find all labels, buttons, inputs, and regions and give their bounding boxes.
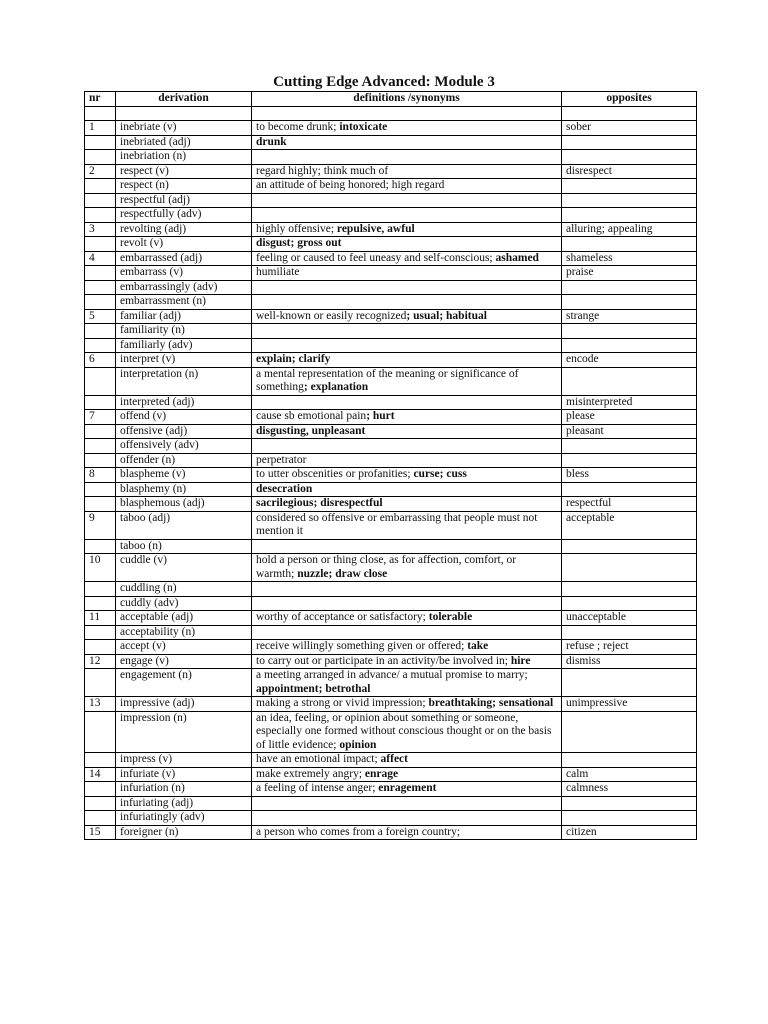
derivation-cell: offensively (adv) — [116, 439, 252, 454]
definition-cell — [252, 669, 562, 697]
nr-cell: 7 — [85, 410, 116, 425]
table-row — [85, 179, 697, 194]
definition-cell — [252, 511, 562, 539]
derivation-cell: impressive (adj) — [116, 697, 252, 712]
blank-cell — [85, 107, 116, 121]
nr-cell — [85, 582, 116, 597]
table-row — [85, 753, 697, 768]
synonym-text: ; usual; habitual — [406, 309, 487, 322]
synonym-text: disgusting, unpleasant — [256, 424, 366, 437]
definition-cell — [252, 782, 562, 797]
derivation-cell: inebriate (v) — [116, 121, 252, 136]
nr-cell — [85, 497, 116, 512]
derivation-cell: acceptability (n) — [116, 625, 252, 640]
table-row — [85, 654, 697, 669]
synonym-text: opinion — [336, 738, 377, 751]
opposite-cell — [562, 753, 697, 768]
definition-text: feeling or caused to feel uneasy and self-conscious; — [256, 251, 493, 264]
definition-cell — [252, 135, 562, 150]
nr-cell: 1 — [85, 121, 116, 136]
definition-text: an attitude of being honored; high regard — [256, 179, 445, 191]
opposite-cell — [562, 338, 697, 353]
derivation-cell: blaspheme (v) — [116, 468, 252, 483]
opposite-cell: shameless — [562, 251, 697, 266]
nr-cell: 6 — [85, 353, 116, 368]
definition-cell — [252, 453, 562, 468]
opposite-cell — [562, 711, 697, 753]
derivation-cell: interpreted (adj) — [116, 395, 252, 410]
opposite-cell — [562, 596, 697, 611]
synonym-text: sacrilegious; disrespectful — [256, 497, 383, 509]
opposite-cell: strange — [562, 309, 697, 324]
definition-cell — [252, 468, 562, 483]
derivation-cell: offend (v) — [116, 410, 252, 425]
definition-cell — [252, 280, 562, 295]
opposite-cell: unimpressive — [562, 697, 697, 712]
opposite-cell: encode — [562, 353, 697, 368]
synonym-text: take — [464, 640, 489, 652]
derivation-cell: cuddling (n) — [116, 582, 252, 597]
table-row — [85, 640, 697, 655]
opposite-cell — [562, 280, 697, 295]
derivation-cell: embarrass (v) — [116, 266, 252, 281]
derivation-cell: embarrassingly (adv) — [116, 280, 252, 295]
nr-cell — [85, 782, 116, 797]
definition-text: to utter obscenities or profanities; — [256, 468, 411, 480]
nr-cell — [85, 266, 116, 281]
opposite-cell: calm — [562, 767, 697, 782]
definition-cell — [252, 482, 562, 497]
opposite-cell: dismiss — [562, 654, 697, 669]
nr-cell: 15 — [85, 825, 116, 840]
blank-row — [85, 107, 697, 121]
nr-cell — [85, 237, 116, 252]
definition-cell — [252, 338, 562, 353]
table-row — [85, 669, 697, 697]
nr-cell — [85, 439, 116, 454]
opposite-cell: calmness — [562, 782, 697, 797]
nr-cell — [85, 753, 116, 768]
derivation-cell: offender (n) — [116, 453, 252, 468]
definition-cell — [252, 554, 562, 582]
table-row — [85, 324, 697, 339]
nr-cell — [85, 280, 116, 295]
nr-cell — [85, 324, 116, 339]
nr-cell — [85, 539, 116, 554]
table-row — [85, 309, 697, 324]
opposite-cell: misinterpreted — [562, 395, 697, 410]
derivation-cell: acceptable (adj) — [116, 611, 252, 626]
synonym-text: intoxicate — [336, 121, 388, 133]
opposite-cell — [562, 453, 697, 468]
derivation-cell: respectful (adj) — [116, 193, 252, 208]
derivation-cell: offensive (adj) — [116, 424, 252, 439]
derivation-cell: infuriation (n) — [116, 782, 252, 797]
table-row — [85, 367, 697, 395]
definition-text: an idea, feeling, or opinion about something or someone, especially one formed without conscious thought or on the basis of little evidence; — [256, 711, 552, 751]
derivation-cell: taboo (n) — [116, 539, 252, 554]
derivation-cell: engagement (n) — [116, 669, 252, 697]
definition-cell — [252, 353, 562, 368]
synonym-text: disgust; gross out — [256, 237, 342, 249]
table-row — [85, 338, 697, 353]
opposite-cell — [562, 208, 697, 223]
opposite-cell — [562, 582, 697, 597]
table-row — [85, 782, 697, 797]
opposite-cell — [562, 439, 697, 454]
nr-cell — [85, 338, 116, 353]
nr-cell: 3 — [85, 222, 116, 237]
definition-text: a mental representation of the meaning or significance of something — [256, 367, 519, 393]
synonym-text: curse; cuss — [410, 468, 467, 480]
definition-cell — [252, 497, 562, 512]
definition-cell — [252, 309, 562, 324]
definition-cell — [252, 697, 562, 712]
definition-cell — [252, 711, 562, 753]
definition-cell — [252, 811, 562, 826]
synonym-text: affect — [377, 753, 408, 765]
table-row — [85, 711, 697, 753]
nr-cell — [85, 135, 116, 150]
definition-cell — [252, 208, 562, 223]
nr-cell — [85, 711, 116, 753]
definition-text: make extremely angry; — [256, 767, 363, 780]
definition-cell — [252, 395, 562, 410]
definition-cell — [252, 796, 562, 811]
synonym-text: ; hurt — [366, 410, 395, 422]
nr-cell — [85, 669, 116, 697]
nr-cell: 5 — [85, 309, 116, 324]
header-opposites: opposites — [562, 92, 697, 107]
definition-cell — [252, 164, 562, 179]
table-row — [85, 237, 697, 252]
definition-text: receive willingly something given or offered; — [256, 640, 465, 652]
opposite-cell — [562, 811, 697, 826]
definition-cell — [252, 625, 562, 640]
vocabulary-table — [84, 91, 697, 840]
nr-cell — [85, 796, 116, 811]
table-row — [85, 511, 697, 539]
definition-text: well-known or easily recognized — [256, 309, 407, 322]
synonym-text: tolerable — [425, 611, 473, 623]
nr-cell — [85, 811, 116, 826]
derivation-cell: cuddle (v) — [116, 554, 252, 582]
table-row — [85, 424, 697, 439]
nr-cell — [85, 295, 116, 310]
opposite-cell: acceptable — [562, 511, 697, 539]
derivation-cell: interpret (v) — [116, 353, 252, 368]
opposite-cell — [562, 150, 697, 165]
nr-cell — [85, 453, 116, 468]
table-row — [85, 164, 697, 179]
opposite-cell — [562, 796, 697, 811]
table-row — [85, 222, 697, 237]
opposite-cell: praise — [562, 266, 697, 281]
definition-cell — [252, 424, 562, 439]
nr-cell — [85, 482, 116, 497]
definition-cell — [252, 582, 562, 597]
table-row — [85, 193, 697, 208]
synonym-text: ; explanation — [303, 381, 369, 393]
table-row — [85, 410, 697, 425]
opposite-cell — [562, 625, 697, 640]
opposite-cell — [562, 179, 697, 194]
table-row — [85, 625, 697, 640]
nr-cell: 8 — [85, 468, 116, 483]
derivation-cell: respect (n) — [116, 179, 252, 194]
nr-cell: 2 — [85, 164, 116, 179]
definition-text: considered so offensive or embarrassing that people must not mention it — [256, 511, 538, 537]
table-row — [85, 582, 697, 597]
header-row — [85, 92, 697, 107]
definition-cell — [252, 596, 562, 611]
table-row — [85, 295, 697, 310]
nr-cell: 13 — [85, 697, 116, 712]
synonym-text: explain; clarify — [256, 353, 331, 365]
definition-text: a person who comes from a foreign country; — [256, 825, 461, 838]
table-row — [85, 251, 697, 266]
definition-text: perpetrator — [256, 453, 307, 466]
opposite-cell — [562, 482, 697, 497]
nr-cell — [85, 179, 116, 194]
derivation-cell: infuriate (v) — [116, 767, 252, 782]
opposite-cell: bless — [562, 468, 697, 483]
derivation-cell: impress (v) — [116, 753, 252, 768]
table-row — [85, 697, 697, 712]
synonym-text: hire — [507, 654, 531, 667]
definition-cell — [252, 654, 562, 669]
table-row — [85, 539, 697, 554]
derivation-cell: embarrassed (adj) — [116, 251, 252, 266]
opposite-cell — [562, 135, 697, 150]
nr-cell — [85, 395, 116, 410]
derivation-cell: revolting (adj) — [116, 222, 252, 237]
opposite-cell — [562, 367, 697, 395]
synonym-text: enragement — [375, 782, 437, 794]
table-row — [85, 266, 697, 281]
table-row — [85, 767, 697, 782]
table-row — [85, 482, 697, 497]
derivation-cell: familiar (adj) — [116, 309, 252, 324]
definition-cell — [252, 295, 562, 310]
definition-text: making a strong or vivid impression; — [256, 697, 426, 709]
nr-cell: 4 — [85, 251, 116, 266]
synonym-text: breathtaking; sensational — [425, 697, 554, 709]
table-row — [85, 150, 697, 165]
table-row — [85, 395, 697, 410]
derivation-cell: cuddly (adv) — [116, 596, 252, 611]
definition-cell — [252, 825, 562, 840]
definition-cell — [252, 767, 562, 782]
derivation-cell: infuriatingly (adv) — [116, 811, 252, 826]
table-row — [85, 280, 697, 295]
opposite-cell: unacceptable — [562, 611, 697, 626]
table-row — [85, 825, 697, 840]
opposite-cell — [562, 324, 697, 339]
derivation-cell: embarrassment (n) — [116, 295, 252, 310]
synonym-text: drunk — [256, 135, 287, 148]
derivation-cell: respectfully (adv) — [116, 208, 252, 223]
table-row — [85, 611, 697, 626]
definition-text: worthy of acceptance or satisfactory; — [256, 611, 426, 623]
opposite-cell — [562, 669, 697, 697]
opposite-cell — [562, 539, 697, 554]
derivation-cell: foreigner (n) — [116, 825, 252, 840]
definition-text: regard highly; think much of — [256, 164, 389, 177]
nr-cell — [85, 596, 116, 611]
definition-text: hold a person or thing close, as for affection, comfort, or warmth; — [256, 554, 517, 580]
nr-cell: 10 — [85, 554, 116, 582]
definition-cell — [252, 222, 562, 237]
definition-cell — [252, 410, 562, 425]
definition-text: have an emotional impact; — [256, 753, 378, 765]
table-row — [85, 208, 697, 223]
opposite-cell: respectful — [562, 497, 697, 512]
opposite-cell: please — [562, 410, 697, 425]
table-row — [85, 811, 697, 826]
definition-cell — [252, 251, 562, 266]
table-row — [85, 497, 697, 512]
nr-cell: 12 — [85, 654, 116, 669]
derivation-cell: blasphemy (n) — [116, 482, 252, 497]
opposite-cell: pleasant — [562, 424, 697, 439]
table-row — [85, 554, 697, 582]
opposite-cell — [562, 554, 697, 582]
nr-cell: 14 — [85, 767, 116, 782]
definition-text: humiliate — [256, 266, 300, 278]
definition-cell — [252, 237, 562, 252]
definition-cell — [252, 611, 562, 626]
definition-cell — [252, 753, 562, 768]
synonym-text: desecration — [256, 482, 313, 495]
opposite-cell — [562, 193, 697, 208]
nr-cell: 11 — [85, 611, 116, 626]
definition-text: highly offensive; — [256, 222, 335, 235]
definition-cell — [252, 121, 562, 136]
nr-cell — [85, 208, 116, 223]
opposite-cell — [562, 295, 697, 310]
table-row — [85, 796, 697, 811]
table-row — [85, 468, 697, 483]
derivation-cell: infuriating (adj) — [116, 796, 252, 811]
definition-cell — [252, 324, 562, 339]
nr-cell — [85, 150, 116, 165]
derivation-cell: respect (v) — [116, 164, 252, 179]
opposite-cell: sober — [562, 121, 697, 136]
nr-cell: 9 — [85, 511, 116, 539]
table-row — [85, 596, 697, 611]
table-row — [85, 439, 697, 454]
derivation-cell: engage (v) — [116, 654, 252, 669]
derivation-cell: impression (n) — [116, 711, 252, 753]
derivation-cell: revolt (v) — [116, 237, 252, 252]
nr-cell — [85, 424, 116, 439]
definition-cell — [252, 367, 562, 395]
definition-text: a feeling of intense anger; — [256, 782, 376, 794]
synonym-text: appointment; betrothal — [256, 682, 371, 695]
derivation-cell: blasphemous (adj) — [116, 497, 252, 512]
definition-text: a meeting arranged in advance/ a mutual promise to marry; — [256, 669, 528, 681]
synonym-text: enrage — [362, 767, 399, 780]
opposite-cell: alluring; appealing — [562, 222, 697, 237]
header-definitions: definitions /synonyms — [252, 92, 562, 107]
table-row — [85, 121, 697, 136]
derivation-cell: inebriated (adj) — [116, 135, 252, 150]
nr-cell — [85, 367, 116, 395]
definition-cell — [252, 266, 562, 281]
definition-text: cause sb emotional pain — [256, 410, 367, 422]
nr-cell — [85, 625, 116, 640]
blank-cell — [252, 107, 562, 121]
definition-cell — [252, 179, 562, 194]
definition-cell — [252, 193, 562, 208]
blank-cell — [116, 107, 252, 121]
derivation-cell: inebriation (n) — [116, 150, 252, 165]
synonym-text: repulsive, awful — [334, 222, 415, 235]
header-derivation: derivation — [116, 92, 252, 107]
derivation-cell: accept (v) — [116, 640, 252, 655]
synonym-text: nuzzle; draw close — [294, 567, 388, 580]
definition-cell — [252, 640, 562, 655]
opposite-cell: refuse ; reject — [562, 640, 697, 655]
page-title: Cutting Edge Advanced: Module 3 — [273, 74, 495, 90]
table-row — [85, 353, 697, 368]
table-row — [85, 453, 697, 468]
table-row — [85, 135, 697, 150]
opposite-cell: citizen — [562, 825, 697, 840]
opposite-cell — [562, 237, 697, 252]
derivation-cell: taboo (adj) — [116, 511, 252, 539]
definition-cell — [252, 539, 562, 554]
nr-cell — [85, 640, 116, 655]
blank-cell — [562, 107, 697, 121]
nr-cell — [85, 193, 116, 208]
derivation-cell: familiarity (n) — [116, 324, 252, 339]
definition-cell — [252, 150, 562, 165]
synonym-text: ashamed — [492, 251, 539, 264]
derivation-cell: interpretation (n) — [116, 367, 252, 395]
definition-text: to carry out or participate in an activity/be involved in; — [256, 654, 508, 667]
definition-cell — [252, 439, 562, 454]
header-nr: nr — [85, 92, 116, 107]
opposite-cell: disrespect — [562, 164, 697, 179]
definition-text: to become drunk; — [256, 121, 337, 133]
derivation-cell: familiarly (adv) — [116, 338, 252, 353]
